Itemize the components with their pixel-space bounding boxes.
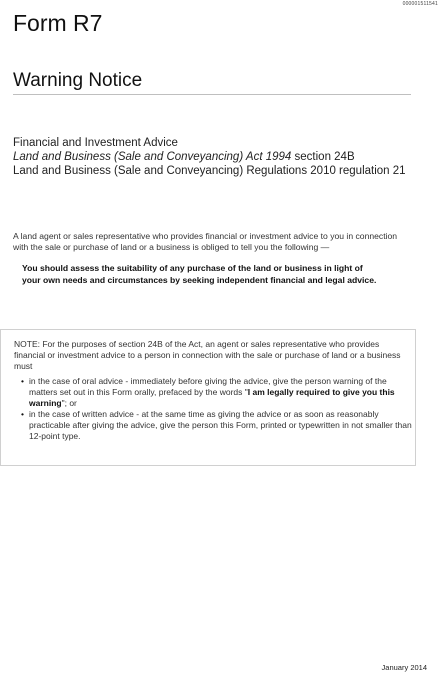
subheading: [13, 136, 423, 178]
act-section: section 24B: [291, 151, 355, 163]
note-box: [0, 329, 416, 466]
notice-title: Warning Notice: [13, 70, 143, 91]
note-item-text: in the case of written advice - at the same time as giving the advice or as soon as reasonably practicable after giving the advice, give the person this Form, printed or typewritten in not smaller than 12-point type.: [29, 409, 412, 441]
title-divider: [13, 94, 411, 95]
note-item-written-advice: [21, 409, 412, 442]
note-item-text: in the case of oral advice - immediately before giving the advice, give the person warning of the matters set out in this Form orally, prefaced by the words ": [29, 376, 387, 397]
act-name: Land and Business (Sale and Conveyancing) Act 1994: [13, 151, 292, 163]
intro-paragraph: A land agent or sales representative who provides financial or investment advice to you in connection with the sale or purchase of land or a business is obliged to tell you the following —: [13, 231, 398, 252]
note-item-text-end: "; or: [61, 398, 77, 408]
note-item-emphasis: I am legally required to give you this warning: [29, 387, 395, 408]
warning-statement: You should assess the suitability of any purchase of the land or business in light of your own needs and circumstances by seeking independent financial and legal advice.: [22, 263, 377, 285]
document-id: 000001511541: [402, 1, 438, 7]
topic-line: Financial and Investment Advice: [13, 137, 178, 149]
note-list: [14, 376, 412, 442]
note-item-oral-advice: [21, 376, 412, 409]
form-title: Form R7: [13, 10, 103, 36]
regulations-line: Land and Business (Sale and Conveyancing) Regulations 2010 regulation 21: [13, 165, 406, 177]
act-line: [13, 150, 423, 164]
bullet-icon: •: [21, 409, 24, 419]
bullet-icon: •: [21, 376, 24, 386]
footer-date: January 2014: [381, 663, 427, 672]
note-text: NOTE: For the purposes of section 24B of the Act, an agent or sales representative who provides financial or investment advice to a person in connection with the sale or purchase of land or a business must: [14, 339, 401, 371]
